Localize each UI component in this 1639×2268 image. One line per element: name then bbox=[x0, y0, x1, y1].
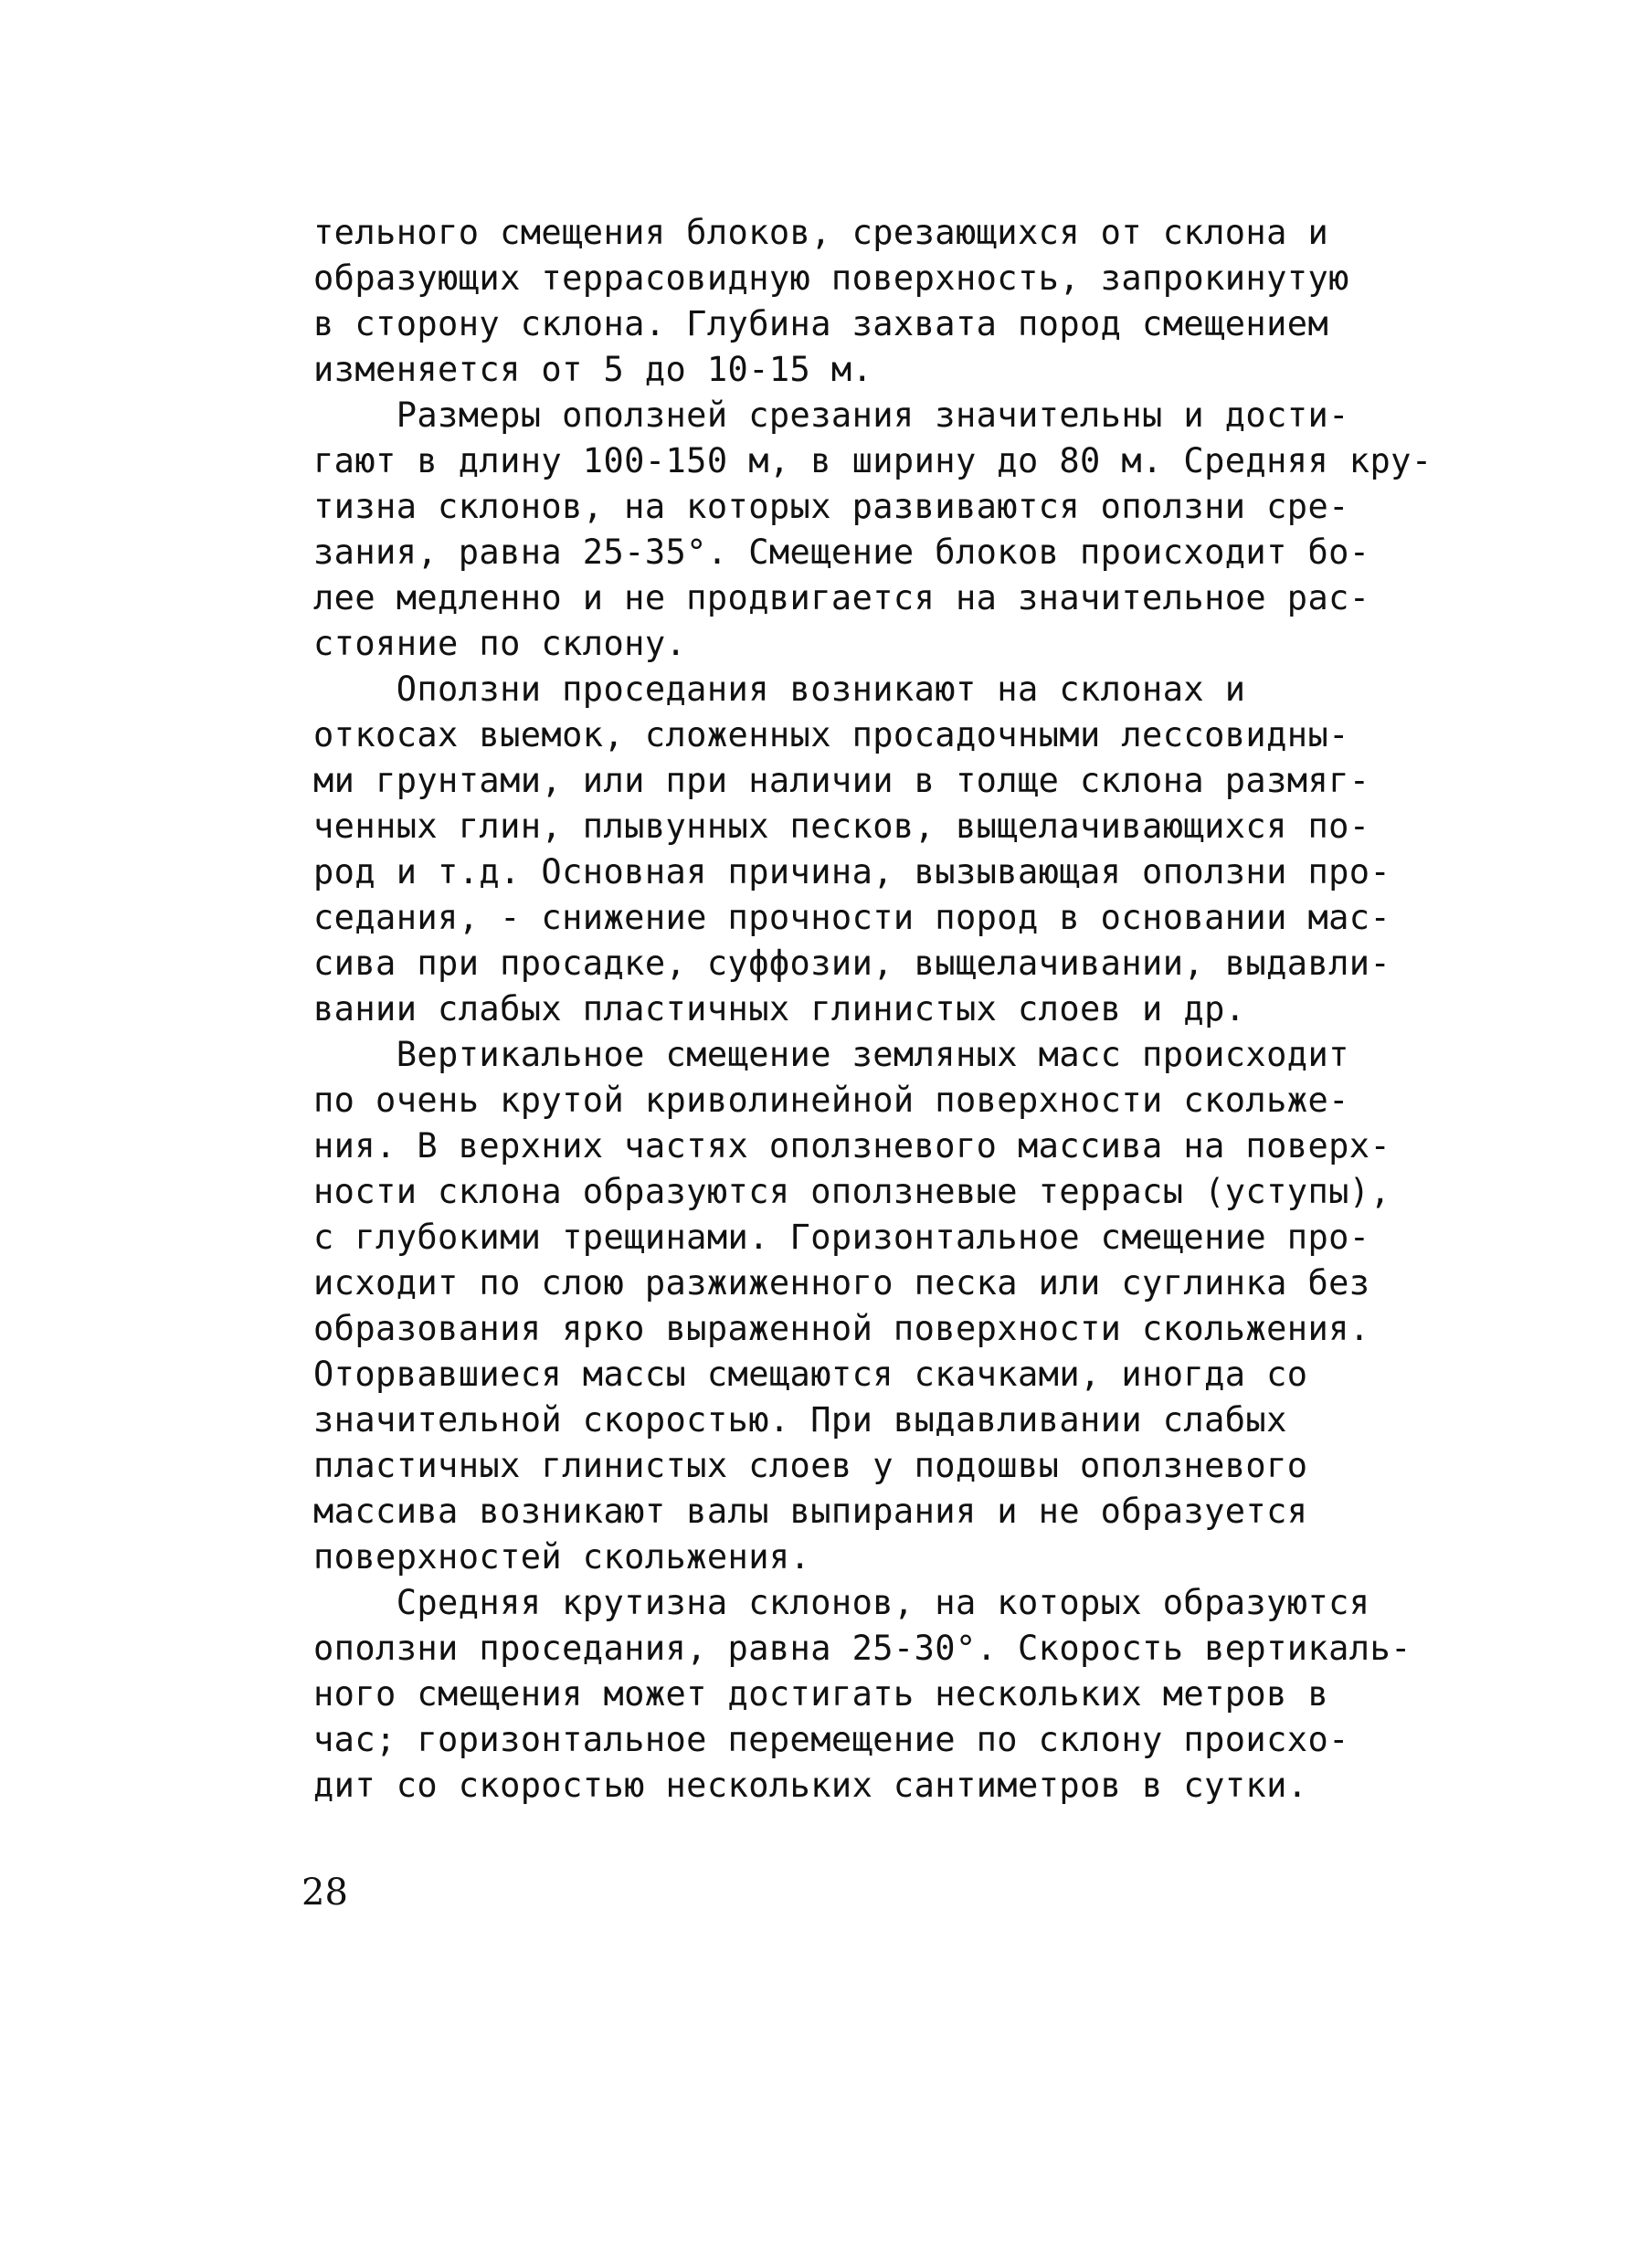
text-line: образования ярко выраженной поверхности скольжения. bbox=[313, 1309, 1370, 1348]
text-line: откосах выемок, сложенных просадочными лессовидны- bbox=[313, 715, 1349, 754]
text-line: пластичных глинистых слоев у подошвы оползневого bbox=[313, 1446, 1308, 1485]
text-line: Оползни проседания возникают на склонах и bbox=[313, 670, 1246, 709]
text-line: ного смещения может достигать нескольких метров в bbox=[313, 1674, 1329, 1714]
text-line: поверхностей скольжения. bbox=[313, 1537, 811, 1577]
text-line: стояние по склону. bbox=[313, 624, 687, 663]
text-line: тельного смещения блоков, срезающихся от склона и bbox=[313, 213, 1329, 252]
text-line: род и т.д. Основная причина, вызывающая оползни про- bbox=[313, 852, 1391, 891]
text-line: гают в длину 100-150 м, в ширину до 80 м. Средняя кру- bbox=[313, 441, 1433, 480]
text-line: седания, - снижение прочности пород в основании мас- bbox=[313, 898, 1391, 937]
text-line: сива при просадке, суффозии, выщелачивании, выдавли- bbox=[313, 944, 1391, 983]
text-line: значительной скоростью. При выдавливании слабых bbox=[313, 1400, 1287, 1440]
text-line: вании слабых пластичных глинистых слоев и др. bbox=[313, 989, 1246, 1029]
text-line: лее медленно и не продвигается на значительное рас- bbox=[313, 578, 1370, 617]
text-line: зания, равна 25-35°. Смещение блоков происходит бо- bbox=[313, 533, 1370, 572]
page-number: 28 bbox=[301, 1872, 348, 1914]
text-line: ми грунтами, или при наличии в толще склона размяг- bbox=[313, 761, 1370, 800]
text-line: Размеры оползней срезания значительны и дости- bbox=[313, 396, 1349, 435]
text-line: в сторону склона. Глубина захвата пород смещением bbox=[313, 304, 1329, 343]
text-line: оползни проседания, равна 25-30°. Скорость вертикаль- bbox=[313, 1629, 1412, 1668]
text-line: изменяется от 5 до 10-15 м. bbox=[313, 350, 873, 389]
text-line: ности склона образуются оползневые террасы (уступы), bbox=[313, 1172, 1391, 1211]
text-line: дит со скоростью нескольких сантиметров в сутки. bbox=[313, 1766, 1308, 1805]
text-line: тизна склонов, на которых развиваются оползни сре- bbox=[313, 487, 1349, 526]
text-line: Оторвавшиеся массы смещаются скачками, иногда со bbox=[313, 1355, 1308, 1394]
text-line: Средняя крутизна склонов, на которых образуются bbox=[313, 1583, 1370, 1622]
text-line: ния. В верхних частях оползневого массива на поверх- bbox=[313, 1126, 1391, 1166]
text-line: Вертикальное смещение земляных масс происходит bbox=[313, 1035, 1349, 1074]
text-line: час; горизонтальное перемещение по склону происхо- bbox=[313, 1720, 1349, 1759]
text-line: исходит по слою разжиженного песка или суглинка без bbox=[313, 1263, 1370, 1303]
text-line: образующих террасовидную поверхность, запрокинутую bbox=[313, 258, 1349, 298]
text-line: массива возникают валы выпирания и не образуется bbox=[313, 1492, 1308, 1531]
text-line: ченных глин, плывунных песков, выщелачивающихся по- bbox=[313, 807, 1370, 846]
body-text bbox=[313, 210, 1492, 1809]
text-line: с глубокими трещинами. Горизонтальное смещение про- bbox=[313, 1218, 1370, 1257]
text-line: по очень крутой криволинейной поверхности скольже- bbox=[313, 1081, 1349, 1120]
